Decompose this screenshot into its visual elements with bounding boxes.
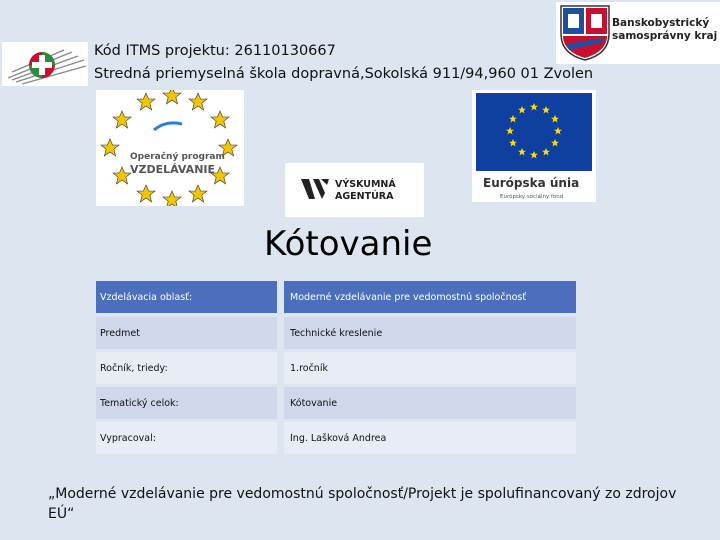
funding-note: „Moderné vzdelávanie pre vedomostnú spoločnosť/Projekt je spolufinancovaný zo zdrojov EÚ“ — [48, 486, 677, 522]
coat-of-arms-icon — [559, 4, 611, 62]
row-label: Vzdelávacia oblasť: — [96, 281, 277, 313]
row-value: Moderné vzdelávanie pre vedomostnú spoločnosť — [284, 281, 576, 313]
school-emblem-icon — [2, 42, 88, 86]
row-value: Kótovanie — [284, 387, 576, 419]
eu-name: Európska únia — [483, 176, 580, 190]
row-label: Ročník, triedy: — [96, 352, 277, 384]
row-value: Ing. Lašková Andrea — [284, 422, 576, 454]
op-vzdelavanie-logo — [96, 90, 244, 206]
school-logo — [2, 42, 88, 86]
va-logo — [285, 163, 424, 217]
table-row — [96, 317, 576, 349]
eu-stars-icon — [476, 93, 592, 171]
bbsk-name-line2: samosprávny kraj — [612, 30, 718, 42]
row-value: 1.ročník — [284, 352, 576, 384]
table-row — [96, 422, 576, 454]
page-title: Kótovanie — [264, 224, 433, 264]
table-row — [96, 387, 576, 419]
va-name-line1: VÝSKUMNÁ — [335, 179, 396, 190]
op-name-line2: VZDELÁVANIE — [130, 163, 216, 176]
row-label: Vypracoval: — [96, 422, 277, 454]
esf-name: Európsky sociálny fond — [500, 194, 564, 200]
op-name-line1: Operačný program — [130, 152, 225, 162]
eu-flag — [476, 93, 592, 171]
table-row — [96, 281, 576, 313]
star-ring-icon — [96, 90, 244, 206]
bbsk-name — [612, 17, 717, 43]
row-label: Tematický celok: — [96, 387, 277, 419]
va-name-line2: AGENTÚRA — [335, 191, 394, 202]
school-address: Stredná priemyselná škola dopravná,Sokolská 911/94,960 01 Zvolen — [94, 66, 594, 82]
bbsk-name-line1: Banskobystrický — [612, 17, 710, 29]
row-value: Technické kreslenie — [284, 317, 576, 349]
table-row — [96, 352, 576, 384]
project-code: Kód ITMS projektu: 26110130667 — [94, 43, 336, 59]
row-label: Predmet — [96, 317, 277, 349]
va-mark-icon — [299, 175, 331, 203]
